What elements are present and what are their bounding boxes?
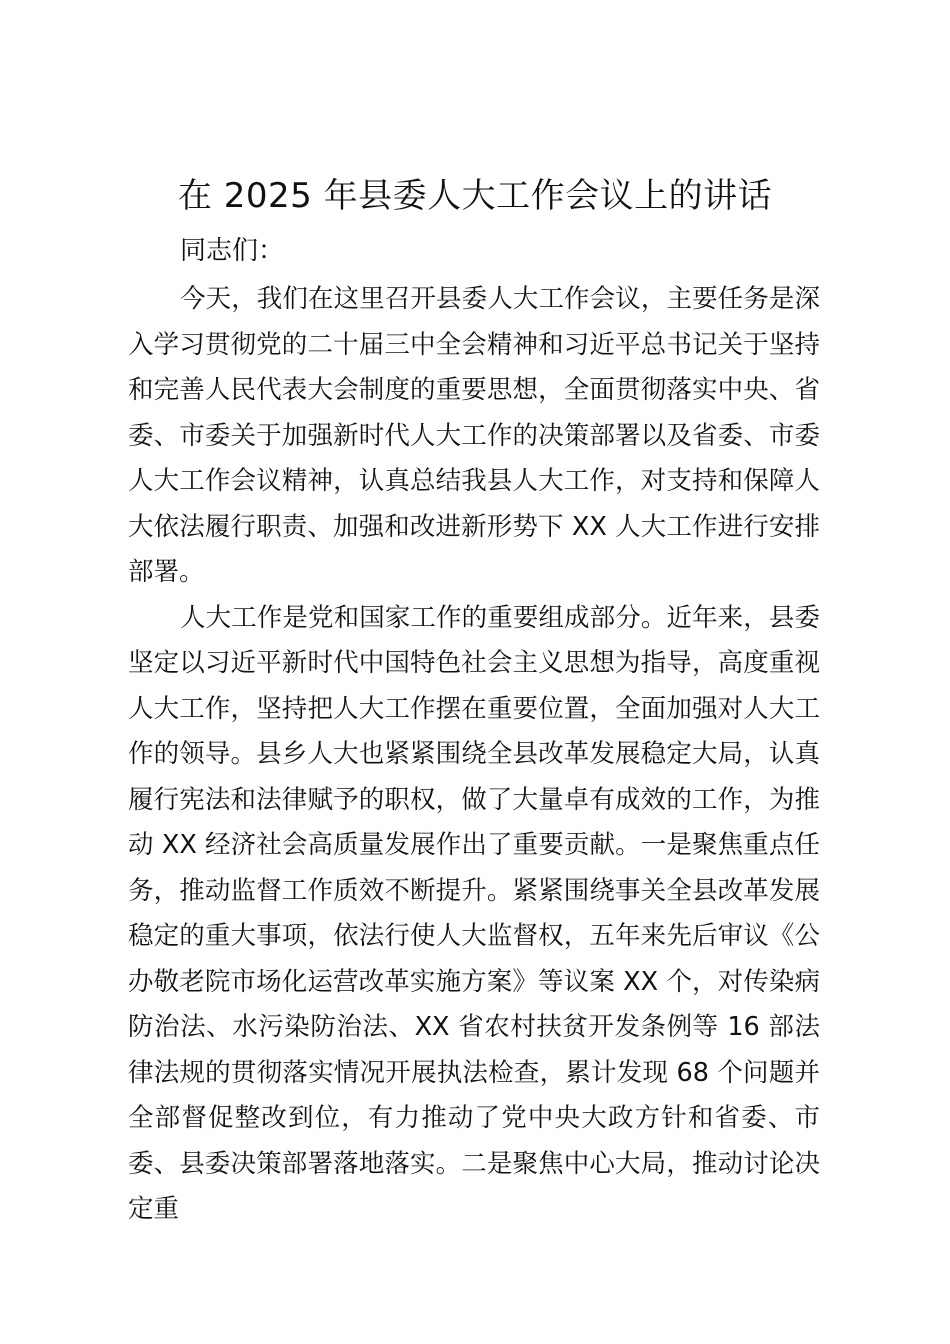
- paragraph-1: 今天，我们在这里召开县委人大工作会议，主要任务是深入学习贯彻党的二十届三中全会精神和习近平总书记关于坚持和完善人民代表大会制度的重要思想，全面贯彻落实中央、省委、市委关于加强新时代人大工作的决策部署以及省委、市委人大工作会议精神，认真总结我县人大工作，对支持和保障人大依法履行职责、加强和改进新形势下 XX 人大工作进行安排部署。: [128, 284, 820, 587]
- paragraph-2: 人大工作是党和国家工作的重要组成部分。近年来，县委坚定以习近平新时代中国特色社会主义思想为指导，高度重视人大工作，坚持把人大工作摆在重要位置，全面加强对人大工作的领导。县乡人大也紧紧围绕全县改革发展稳定大局，认真履行宪法和法律赋予的职权，做了大量卓有成效的工作，为推动 XX 经济社会高质量发展作出了重要贡献。一是聚焦重点任务，推动监督工作质效不断提升。紧紧围绕事关全县改革发展稳定的重大事项，依法行使人大监督权，五年来先后审议《公办敬老院市场化运营改革实施方案》等议案 XX 个，对传染病防治法、水污染防治法、XX 省农村扶贫开发条例等 16 部法律法规的贯彻落实情况开展执法检查，累计发现 68 个问题并全部督促整改到位，有力推动了党中央大政方针和省委、市委、县委决策部署落地落实。二是聚焦中心大局，推动讨论决定重: [128, 602, 820, 1224]
- salutation: 同志们：: [180, 236, 285, 266]
- document-body: [128, 228, 820, 1233]
- document-title: 在 2025 年县委人大工作会议上的讲话: [177, 176, 773, 216]
